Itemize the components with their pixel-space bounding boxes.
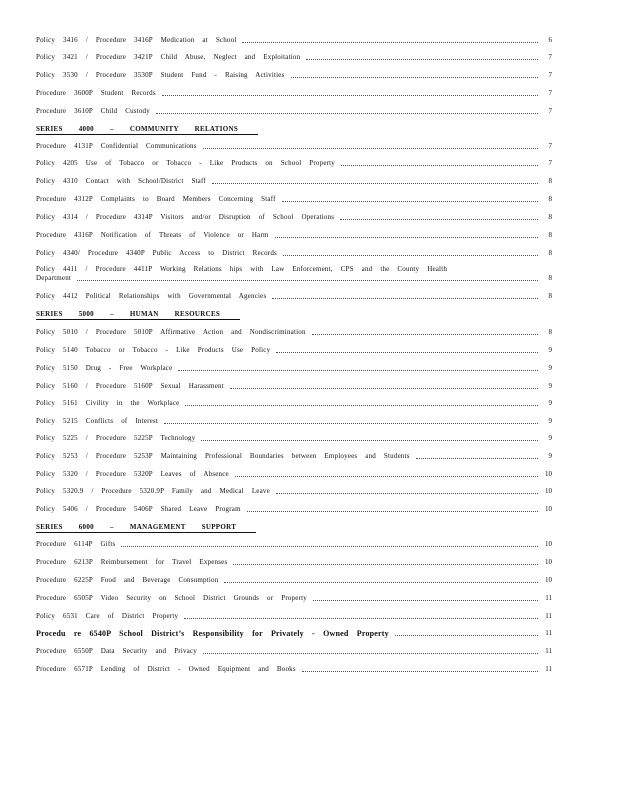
page-number: 8 <box>548 177 552 185</box>
page-number: 9 <box>548 346 552 354</box>
toc-entry-title: Policy 5150 Drug - Free Workplace <box>36 364 173 372</box>
dot-leader <box>224 581 538 583</box>
toc-entry[interactable] <box>36 328 552 337</box>
toc-entry-title: Procedu re 6540P School District’s Responsibility for Privately - Owned Property <box>36 629 389 638</box>
toc-entry[interactable] <box>36 487 552 496</box>
section-heading <box>36 125 552 135</box>
toc-entry-title: Policy 5225 / Procedure 5225P Technology <box>36 434 196 442</box>
dot-leader <box>233 563 538 565</box>
dot-leader <box>276 351 538 353</box>
page-number: 10 <box>545 576 552 584</box>
dot-leader <box>312 333 538 335</box>
toc-entry-title: Policy 3530 / Procedure 3530P Student Fund - Raising Activities <box>36 71 285 79</box>
toc-entry-title: Policy 4412 Political Relationships with Governmental Agencies <box>36 292 267 300</box>
toc-entry-title: Procedure 6550P Data Security and Privacy <box>36 647 197 655</box>
section-heading-text: SERIES 5000 – HUMAN RESOURCES <box>36 310 240 320</box>
page-number: 7 <box>548 71 552 79</box>
dot-leader <box>77 279 538 281</box>
dot-leader <box>235 475 538 477</box>
toc-entry-title: Policy 6531 Care of District Property <box>36 612 179 620</box>
page-number: 8 <box>548 292 552 300</box>
section-heading <box>36 523 552 533</box>
toc-entry-title: Policy 4310 Contact with School/District Staff <box>36 177 206 185</box>
toc-entry-title: Procedure 6114P Gifts <box>36 540 116 548</box>
dot-leader <box>272 297 538 299</box>
toc-entry[interactable] <box>36 53 552 62</box>
dot-leader <box>313 599 538 601</box>
toc-entry[interactable] <box>36 417 552 426</box>
toc-entry-title: Policy 5140 Tobacco or Tobacco - Like Products Use Policy <box>36 346 271 354</box>
dot-leader <box>156 112 538 114</box>
toc-entry-title: Policy 4340/ Procedure 4340P Public Access to District Records <box>36 249 277 257</box>
toc-entry[interactable] <box>36 265 552 283</box>
toc-entry-title: Policy 3421 / Procedure 3421P Child Abuse, Neglect and Exploitation <box>36 53 301 61</box>
toc-entry[interactable] <box>36 346 552 355</box>
dot-leader <box>340 218 538 220</box>
toc-entry[interactable] <box>36 452 552 461</box>
dot-leader <box>282 200 538 202</box>
page-number: 11 <box>545 629 552 637</box>
toc-entry[interactable] <box>36 382 552 391</box>
dot-leader <box>203 147 538 149</box>
toc-entry[interactable] <box>36 665 552 674</box>
toc-entry-title: Policy 5320.9 / Procedure 5320.9P Family and Medical Leave <box>36 487 270 495</box>
page-number: 7 <box>548 142 552 150</box>
page-number: 8 <box>548 274 552 282</box>
page-number: 7 <box>548 53 552 61</box>
toc-entry[interactable] <box>36 540 552 549</box>
dot-leader <box>164 422 538 424</box>
dot-leader <box>291 76 538 78</box>
toc-entry-title: Procedure 3600P Student Records <box>36 89 156 97</box>
toc-entry-title: Policy 5160 / Procedure 5160P Sexual Harassment <box>36 382 224 390</box>
page-number: 10 <box>545 505 552 513</box>
toc-entry[interactable] <box>36 195 552 204</box>
toc-entry[interactable] <box>36 576 552 585</box>
page-number: 10 <box>545 540 552 548</box>
page-number: 8 <box>548 213 552 221</box>
toc-entry[interactable] <box>36 107 552 116</box>
page-number: 8 <box>548 231 552 239</box>
page-number: 6 <box>548 36 552 44</box>
dot-leader <box>201 439 538 441</box>
toc-entry[interactable] <box>36 36 552 45</box>
page-number: 9 <box>548 434 552 442</box>
toc-entry-title: Policy 5215 Conflicts of Interest <box>36 417 158 425</box>
toc-entry-title: Procedure 6571P Lending of District - Owned Equipment and Books <box>36 665 296 673</box>
page-number: 10 <box>545 558 552 566</box>
section-heading <box>36 310 552 320</box>
section-heading-text: SERIES 6000 – MANAGEMENT SUPPORT <box>36 523 256 533</box>
toc-entry-title: Policy 3416 / Procedure 3416P Medication at School <box>36 36 237 44</box>
toc-entry-title: Procedure 4316P Notification of Threats of Violence or Harm <box>36 231 269 239</box>
page-number: 7 <box>548 89 552 97</box>
dot-leader <box>283 254 538 256</box>
page-number: 11 <box>545 594 552 602</box>
page-number: 10 <box>545 487 552 495</box>
dot-leader <box>121 545 538 547</box>
page-number: 8 <box>548 328 552 336</box>
toc-entry[interactable] <box>36 142 552 151</box>
dot-leader <box>212 182 538 184</box>
toc-entry[interactable] <box>36 399 552 408</box>
toc-entry[interactable] <box>36 213 552 222</box>
section-heading-text: SERIES 4000 – COMMUNITY RELATIONS <box>36 125 258 135</box>
toc-entry[interactable] <box>36 558 552 567</box>
page-number: 9 <box>548 452 552 460</box>
page-number: 9 <box>548 364 552 372</box>
toc-entry-title: Procedure 6225P Food and Beverage Consumption <box>36 576 219 584</box>
page-number: 8 <box>548 195 552 203</box>
toc-entry-title: Policy 4411 / Procedure 4411P Working Relations hips with Law Enforcement, CPS and the County Health <box>36 265 448 273</box>
toc-entry[interactable] <box>36 292 552 301</box>
dot-leader <box>302 670 538 672</box>
dot-leader <box>341 164 538 166</box>
page-number: 11 <box>545 647 552 655</box>
dot-leader <box>416 457 538 459</box>
toc-entry[interactable] <box>36 629 552 638</box>
page-number: 7 <box>548 159 552 167</box>
toc-entry-title: Procedure 4131P Confidential Communications <box>36 142 197 150</box>
toc-entry[interactable] <box>36 505 552 514</box>
page-number: 7 <box>548 107 552 115</box>
toc-entry-title: Procedure 3610P Child Custody <box>36 107 150 115</box>
dot-leader <box>247 510 538 512</box>
toc-entry-title: Policy 5253 / Procedure 5253P Maintaining Professional Boundaries between Employees and Students <box>36 452 410 460</box>
dot-leader <box>275 236 538 238</box>
toc-entry-title: Policy 5406 / Procedure 5406P Shared Leave Program <box>36 505 241 513</box>
toc-entry[interactable] <box>36 594 552 603</box>
toc-entry[interactable] <box>36 434 552 443</box>
dot-leader <box>242 41 538 43</box>
toc-entry[interactable] <box>36 470 552 479</box>
page-number: 11 <box>545 665 552 673</box>
toc-entry-title: Policy 5010 / Procedure 5010P Affirmative Action and Nondiscrimination <box>36 328 306 336</box>
toc-entry-title: Procedure 6505P Video Security on School District Grounds or Property <box>36 594 307 602</box>
toc-entry-title: Policy 4205 Use of Tobacco or Tobacco - Like Products on School Property <box>36 159 336 167</box>
toc-entry[interactable] <box>36 231 552 240</box>
page-number: 9 <box>548 399 552 407</box>
toc-entry-title: Policy 4314 / Procedure 4314P Visitors and/or Disruption of School Operations <box>36 213 335 221</box>
toc-entry-title: Procedure 6213P Reimbursement for Travel Expenses <box>36 558 228 566</box>
page-number: 11 <box>545 612 552 620</box>
dot-leader <box>162 94 538 96</box>
dot-leader <box>185 404 538 406</box>
dot-leader <box>178 369 538 371</box>
toc-entry[interactable] <box>36 647 552 656</box>
toc-entry[interactable] <box>36 249 552 258</box>
dot-leader <box>306 58 538 60</box>
page-number: 10 <box>545 470 552 478</box>
page-number: 9 <box>548 382 552 390</box>
dot-leader <box>230 387 538 389</box>
toc-entry-title: Policy 5320 / Procedure 5320P Leaves of Absence <box>36 470 229 478</box>
toc-entry-title-continued: Department <box>36 274 72 282</box>
toc-entry[interactable] <box>36 364 552 373</box>
dot-leader <box>184 617 538 619</box>
dot-leader <box>276 492 538 494</box>
toc-entry[interactable] <box>36 71 552 80</box>
toc-entry-title: Policy 5161 Civility in the Workplace <box>36 399 180 407</box>
toc-entry[interactable] <box>36 612 552 621</box>
page-number: 9 <box>548 417 552 425</box>
toc-entry[interactable] <box>36 159 552 168</box>
dot-leader <box>395 634 538 636</box>
toc-entry[interactable] <box>36 89 552 98</box>
page-number: 8 <box>548 249 552 257</box>
toc-entry-title: Procedure 4312P Complaints to Board Members Concerning Staff <box>36 195 276 203</box>
toc-entry[interactable] <box>36 177 552 186</box>
dot-leader <box>203 652 538 654</box>
